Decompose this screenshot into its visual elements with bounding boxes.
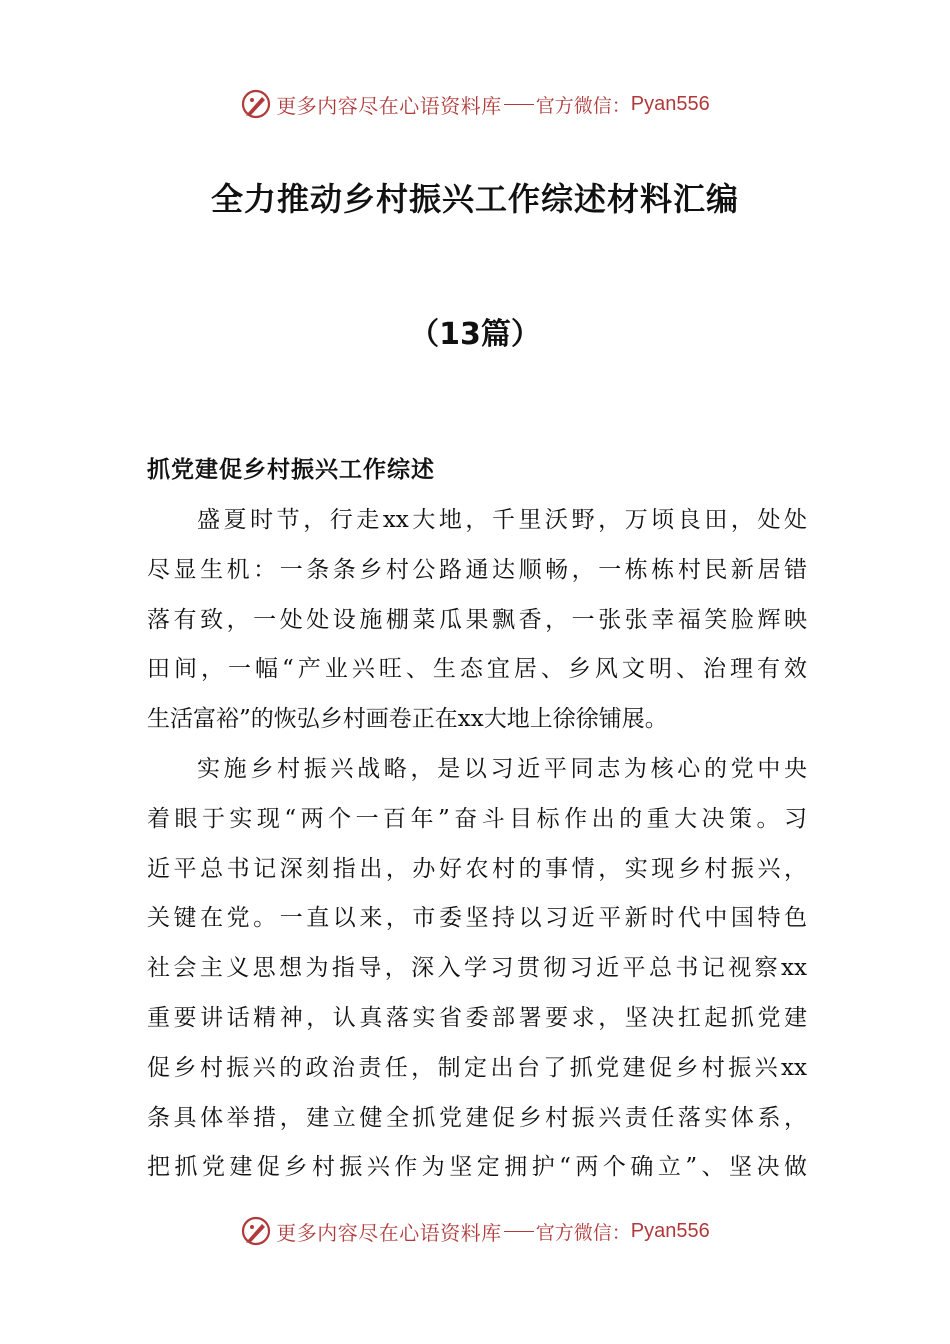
paragraph-line: 把抓党建促乡村振兴作为坚定拥护“两个确立”、坚决做 [147,1154,807,1181]
paragraph-line: 落有致，一处处设施棚菜瓜果飘香，一张张幸福笑脸辉映 [147,606,807,633]
banner-text: 更多内容尽在心语资料库 [276,1220,502,1245]
paragraph-line: 田间，一幅“产业兴旺、生态宜居、乡风文明、治理有效 [147,656,807,683]
banner-dash [504,104,534,105]
banner-wechat-id: Pyan556 [630,92,710,115]
paragraph-line: 盛夏时节，行走xx大地，千里沃野，万顷良田，处处 [197,507,807,533]
banner-wechat-label: 官方微信： [535,94,631,117]
header-watermark-banner [0,84,950,124]
paragraph-line: 实施乡村振兴战略，是以习近平同志为核心的党中央 [197,755,807,782]
banner-wechat-id: Pyan556 [630,1219,710,1242]
pen-nib-circle-icon [240,1215,272,1247]
document-title: 全力推动乡村振兴工作综述材料汇编 [210,180,739,218]
footer-watermark-banner [0,1211,950,1251]
body-text [147,496,807,1193]
banner-text: 更多内容尽在心语资料库 [276,93,502,118]
banner-wechat-label: 官方微信： [535,1221,631,1244]
pen-nib-circle-icon [240,88,272,120]
section-heading: 抓党建促乡村振兴工作综述 [147,456,435,483]
paragraph-line: 促乡村振兴的政治责任，制定出台了抓党建促乡村振兴xx [147,1054,807,1081]
paragraph-line: 关键在党。一直以来，市委坚持以习近平新时代中国特色 [147,905,807,932]
paragraph-line: 条具体举措，建立健全抓党建促乡村振兴责任落实体系， [147,1104,807,1131]
paragraph-line: 生活富裕”的恢弘乡村画卷正在xx大地上徐徐铺展。 [147,706,668,733]
paragraph-line: 尽显生机：一条条乡村公路通达顺畅，一栋栋村民新居错 [147,556,807,583]
paragraph-line: 重要讲话精神，认真落实省委部署要求，坚决扛起抓党建 [147,1004,807,1031]
document-subtitle: （13篇） [409,317,541,352]
paragraph-line: 近平总书记深刻指出，办好农村的事情，实现乡村振兴， [147,855,807,882]
paragraph-line: 着眼于实现“两个一百年”奋斗目标作出的重大决策。习 [147,805,807,832]
paragraph-line: 社会主义思想为指导，深入学习贯彻习近平总书记视察xx [147,955,807,982]
banner-dash [504,1231,534,1232]
